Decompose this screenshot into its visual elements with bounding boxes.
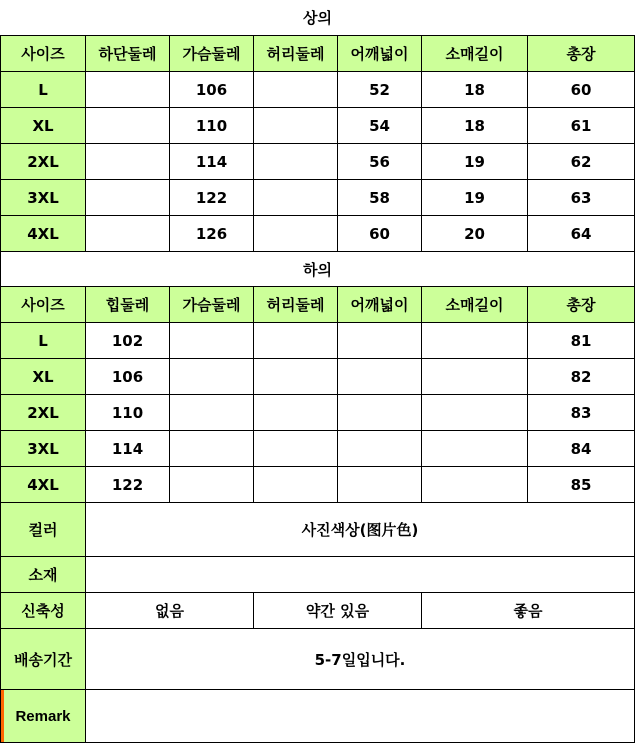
table-row xyxy=(1,180,635,216)
material-row xyxy=(1,557,635,593)
table-cell: 54 xyxy=(338,108,422,144)
bottom-header-sleeve: 소매길이 xyxy=(422,287,528,323)
shipping-row xyxy=(1,629,635,690)
table-row xyxy=(1,359,635,395)
table-cell: 110 xyxy=(86,395,170,431)
color-label: 컬러 xyxy=(1,503,86,557)
top-header-waist: 허리둘레 xyxy=(254,36,338,72)
table-cell xyxy=(86,216,170,252)
stretch-option-none: 없음 xyxy=(86,593,254,629)
bottom-header-waist: 허리둘레 xyxy=(254,287,338,323)
table-cell xyxy=(254,323,338,359)
table-cell: 64 xyxy=(528,216,635,252)
table-cell xyxy=(254,72,338,108)
table-cell: 82 xyxy=(528,359,635,395)
table-cell xyxy=(170,359,254,395)
remark-value xyxy=(86,690,635,743)
table-cell xyxy=(338,431,422,467)
table-cell xyxy=(338,359,422,395)
table-cell: 122 xyxy=(170,180,254,216)
table-row xyxy=(1,108,635,144)
table-row xyxy=(1,431,635,467)
stretch-label: 신축성 xyxy=(1,593,86,629)
size-cell: 2XL xyxy=(1,395,86,431)
size-cell: 4XL xyxy=(1,216,86,252)
color-row xyxy=(1,503,635,557)
table-cell xyxy=(254,467,338,503)
table-row xyxy=(1,72,635,108)
table-cell: 114 xyxy=(86,431,170,467)
table-cell xyxy=(170,395,254,431)
bottom-header-shoulder: 어깨넓이 xyxy=(338,287,422,323)
table-cell: 60 xyxy=(528,72,635,108)
remark-label-cell xyxy=(1,690,86,743)
top-header-hem: 하단둘레 xyxy=(86,36,170,72)
table-cell xyxy=(254,359,338,395)
table-cell: 85 xyxy=(528,467,635,503)
bottom-header-chest: 가슴둘레 xyxy=(170,287,254,323)
table-cell xyxy=(422,395,528,431)
top-header-length: 총장 xyxy=(528,36,635,72)
bottom-header-row xyxy=(1,287,635,323)
table-cell xyxy=(422,323,528,359)
shipping-label: 배송기간 xyxy=(1,629,86,690)
table-cell xyxy=(254,431,338,467)
table-cell: 110 xyxy=(170,108,254,144)
table-cell: 126 xyxy=(170,216,254,252)
table-cell: 122 xyxy=(86,467,170,503)
table-cell: 61 xyxy=(528,108,635,144)
table-cell xyxy=(254,216,338,252)
table-cell: 84 xyxy=(528,431,635,467)
table-cell xyxy=(254,395,338,431)
table-cell: 58 xyxy=(338,180,422,216)
bottom-header-hip: 힙둘레 xyxy=(86,287,170,323)
top-title-row xyxy=(1,0,635,36)
material-value xyxy=(86,557,635,593)
table-cell: 81 xyxy=(528,323,635,359)
table-cell: 60 xyxy=(338,216,422,252)
bottom-title-row xyxy=(1,252,635,287)
top-header-size: 사이즈 xyxy=(1,36,86,72)
table-cell: 19 xyxy=(422,180,528,216)
table-cell xyxy=(254,180,338,216)
table-cell xyxy=(422,359,528,395)
bottom-header-length: 총장 xyxy=(528,287,635,323)
table-row xyxy=(1,395,635,431)
top-header-row xyxy=(1,36,635,72)
size-cell: XL xyxy=(1,108,86,144)
table-cell: 106 xyxy=(86,359,170,395)
size-cell: L xyxy=(1,323,86,359)
size-cell: 3XL xyxy=(1,180,86,216)
table-row xyxy=(1,144,635,180)
table-row xyxy=(1,323,635,359)
size-cell: XL xyxy=(1,359,86,395)
table-cell xyxy=(86,180,170,216)
bottom-header-size: 사이즈 xyxy=(1,287,86,323)
table-cell: 62 xyxy=(528,144,635,180)
remark-row xyxy=(1,690,635,743)
table-cell xyxy=(254,144,338,180)
top-header-shoulder: 어깨넓이 xyxy=(338,36,422,72)
table-cell xyxy=(254,108,338,144)
size-cell: L xyxy=(1,72,86,108)
top-header-sleeve: 소매길이 xyxy=(422,36,528,72)
table-cell xyxy=(170,467,254,503)
table-row xyxy=(1,467,635,503)
table-cell xyxy=(338,395,422,431)
material-label: 소재 xyxy=(1,557,86,593)
table-cell: 102 xyxy=(86,323,170,359)
size-cell: 3XL xyxy=(1,431,86,467)
table-cell: 52 xyxy=(338,72,422,108)
table-cell: 63 xyxy=(528,180,635,216)
stretch-option-good: 좋음 xyxy=(422,593,635,629)
table-cell xyxy=(86,144,170,180)
table-cell: 19 xyxy=(422,144,528,180)
table-cell xyxy=(170,323,254,359)
table-cell xyxy=(170,431,254,467)
table-cell xyxy=(338,323,422,359)
table-cell: 18 xyxy=(422,108,528,144)
top-header-chest: 가슴둘레 xyxy=(170,36,254,72)
table-cell xyxy=(422,467,528,503)
table-cell: 20 xyxy=(422,216,528,252)
stretch-row xyxy=(1,593,635,629)
table-cell xyxy=(422,431,528,467)
table-cell xyxy=(338,467,422,503)
table-cell: 83 xyxy=(528,395,635,431)
table-cell: 18 xyxy=(422,72,528,108)
remark-marker xyxy=(1,690,4,742)
bottom-section-title: 하의 xyxy=(1,252,635,287)
table-cell xyxy=(86,108,170,144)
table-cell: 56 xyxy=(338,144,422,180)
color-value: 사진색상(图片色) xyxy=(86,503,635,557)
size-cell: 2XL xyxy=(1,144,86,180)
shipping-value: 5-7일입니다. xyxy=(86,629,635,690)
stretch-option-slight: 약간 있음 xyxy=(254,593,422,629)
table-cell xyxy=(86,72,170,108)
table-row xyxy=(1,216,635,252)
remark-label: Remark xyxy=(15,707,71,725)
table-cell: 106 xyxy=(170,72,254,108)
size-cell: 4XL xyxy=(1,467,86,503)
top-section-title: 상의 xyxy=(1,0,635,36)
table-cell: 114 xyxy=(170,144,254,180)
